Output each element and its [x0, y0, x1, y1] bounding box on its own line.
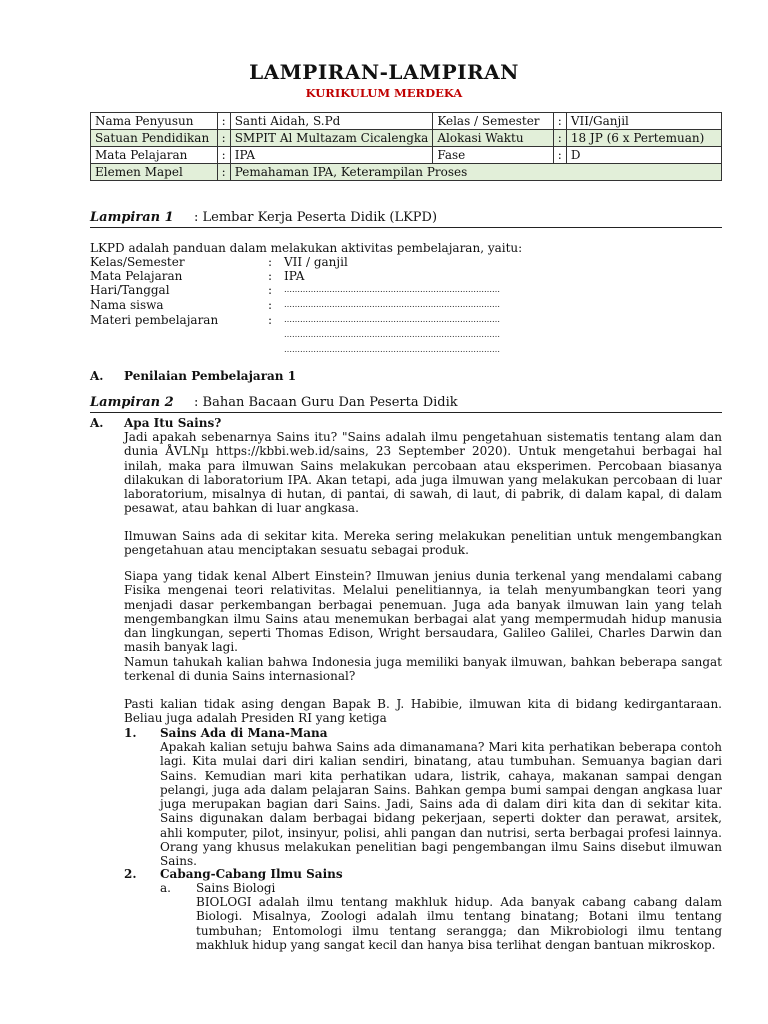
table-cell: IPA [230, 147, 433, 164]
list-item-title: Sains Biologi [196, 881, 276, 895]
table-cell: D [566, 147, 721, 164]
paragraph: Pasti kalian tidak asing dengan Bapak B. J. Habibie, ilmuwan kita di bidang kedirgantaraan. Beliau juga adalah Presiden RI yang ketiga [124, 697, 722, 726]
field-value: ……………………………………………………………………… [284, 285, 500, 294]
table-cell: Nama Penyusun [91, 113, 218, 130]
lkpd-intro: LKPD adalah panduan dalam melakukan aktivitas pembelajaran, yaitu: [90, 241, 523, 255]
section-number: A. [90, 369, 104, 383]
table-cell: Alokasi Waktu [433, 130, 553, 147]
table-cell: Kelas / Semester [433, 113, 553, 130]
subsection-title: Cabang-Cabang Ilmu Sains [160, 867, 343, 881]
section-title: Penilaian Pembelajaran 1 [124, 369, 297, 383]
lampiran-2-heading [90, 395, 722, 413]
section-title: Apa Itu Sains? [124, 416, 222, 430]
lampiran-1-heading [90, 210, 722, 228]
table-cell: : [553, 147, 566, 164]
table-cell: : [217, 113, 230, 130]
table-cell: Santi Aidah, S.Pd [230, 113, 433, 130]
table-cell: : [217, 147, 230, 164]
table-cell: Fase [433, 147, 553, 164]
list-letter: a. [160, 881, 171, 895]
subsection-title: Sains Ada di Mana-Mana [160, 726, 328, 740]
table-cell: : [553, 113, 566, 130]
table-cell: : [553, 130, 566, 147]
paragraph: BIOLOGI adalah ilmu tentang makhluk hidup. Ada banyak cabang cabang dalam Biologi. Misalnya, Zoologi adalah ilmu tentang binatang; Botani ilmu tentang tumbuhan; Entomologi ilmu tentang serangga; dan Mikrobiologi ilmu tentang makhluk hidup yang sangat kecil dan hanya bisa terlihat dengan bantuan mikroskop. [196, 895, 722, 952]
table-cell: Mata Pelajaran [91, 147, 218, 164]
lampiran-1-label: Lampiran 1 [90, 210, 174, 225]
field-colon: : [268, 298, 273, 312]
paragraph: Apakah kalian setuju bahwa Sains ada dimanamana? Mari kita perhatikan beberapa contoh lagi. Kita mulai dari diri kalian sendiri, binatang, atau tumbuhan. Semuanya bagian dari Sains. Kemudian mari kita perhatikan udara, listrik, cahaya, makanan sampai dengan pelangi, juga ada dalam pelajaran Sains. Bahkan gempa bumi sampai dengan angkasa luar juga merupakan bagian dari Sains. Jadi, Sains ada di dalam diri kita dan di sekitar kita. Sains digunakan dalam berbagai bidang pekerjaan, seperti dokter dan perawat, arsitek, ahli komputer, pilot, insinyur, polisi, ahli pangan dan nutrisi, serta berbagai profesi lainnya. Orang yang khusus melakukan penelitian bagi pengembangan ilmu Sains disebut ilmuwan Sains. [160, 740, 722, 869]
dotted-line: ……………………………………………………………………… [284, 330, 500, 339]
section-number: A. [90, 416, 104, 430]
table-cell: Elemen Mapel [91, 164, 218, 181]
subsection-number: 2. [124, 867, 137, 881]
page-subtitle: KURIKULUM MERDEKA [305, 86, 463, 100]
page-title: LAMPIRAN-LAMPIRAN [249, 60, 519, 84]
field-colon: : [268, 313, 273, 327]
paragraph: Ilmuwan Sains ada di sekitar kita. Mereka sering melakukan penelitian untuk mengembangkan pengetahuan atau menciptakan sesuatu sebagai produk. [124, 529, 722, 558]
table-row [91, 113, 722, 130]
field-value: VII / ganjil [284, 255, 348, 269]
table-cell: Satuan Pendidikan [91, 130, 218, 147]
table-cell: : [217, 130, 230, 147]
lampiran-1-title: : Lembar Kerja Peserta Didik (LKPD) [194, 210, 438, 225]
field-value: IPA [284, 269, 305, 283]
field-colon: : [268, 283, 273, 297]
field-value: ……………………………………………………………………… [284, 300, 500, 309]
paragraph: Namun tahukah kalian bahwa Indonesia juga memiliki banyak ilmuwan, bahkan beberapa sangat terkenal di dunia Sains internasional? [124, 655, 722, 684]
field-label: Nama siswa [90, 298, 164, 312]
lampiran-2-title: : Bahan Bacaan Guru Dan Peserta Didik [194, 395, 458, 410]
field-label: Mata Pelajaran [90, 269, 183, 283]
field-label: Materi pembelajaran [90, 313, 219, 327]
subsection-number: 1. [124, 726, 137, 740]
paragraph: Jadi apakah sebenarnya Sains itu? "Sains adalah ilmu pengetahuan sistematis tentang alam dan dunia ÅVLNµ https://kbbi.web.id/sains, 23 September 2020). Untuk mengetahui berbagai hal inilah, maka para ilmuwan Sains melakukan percobaan atau eksperimen. Percobaan biasanya dilakukan di laboratorium IPA. Akan tetapi, ada juga ilmuwan yang melakukan percobaan di luar laboratorium, misalnya di hutan, di pantai, di sawah, di laut, di pabrik, di dalam kapal, di dalam pesawat, atau bahkan di luar angkasa. [124, 430, 722, 516]
table-cell: 18 JP (6 x Pertemuan) [566, 130, 721, 147]
dotted-line: ……………………………………………………………………… [284, 345, 500, 354]
paragraph: Siapa yang tidak kenal Albert Einstein? Ilmuwan jenius dunia terkenal yang mendalami cabang Fisika mengenai teori relativitas. Melalui penelitiannya, ia telah menyumbangkan teori yang menjadi dasar perkembangan berbagai penemuan. Juga ada banyak ilmuwan lain yang telah mengembangkan ilmu Sains atau menemukan berbagai alat yang mempermudah hidup manusia dan lingkungan, seperti Thomas Edison, Wright bersaudara, Galileo Galilei, Charles Darwin dan masih banyak lagi. [124, 569, 722, 655]
table-row [91, 147, 722, 164]
field-label: Kelas/Semester [90, 255, 185, 269]
table-cell: Pemahaman IPA, Keterampilan Proses [230, 164, 721, 181]
table-cell: : [217, 164, 230, 181]
table-row [91, 130, 722, 147]
field-colon: : [268, 269, 273, 283]
field-label: Hari/Tanggal [90, 283, 170, 297]
field-value: ……………………………………………………………………… [284, 315, 500, 324]
field-colon: : [268, 255, 273, 269]
table-cell: VII/Ganjil [566, 113, 721, 130]
lampiran-2-label: Lampiran 2 [90, 395, 174, 410]
identity-table [90, 112, 722, 181]
table-row [91, 164, 722, 181]
table-cell: SMPIT Al Multazam Cicalengka [230, 130, 433, 147]
